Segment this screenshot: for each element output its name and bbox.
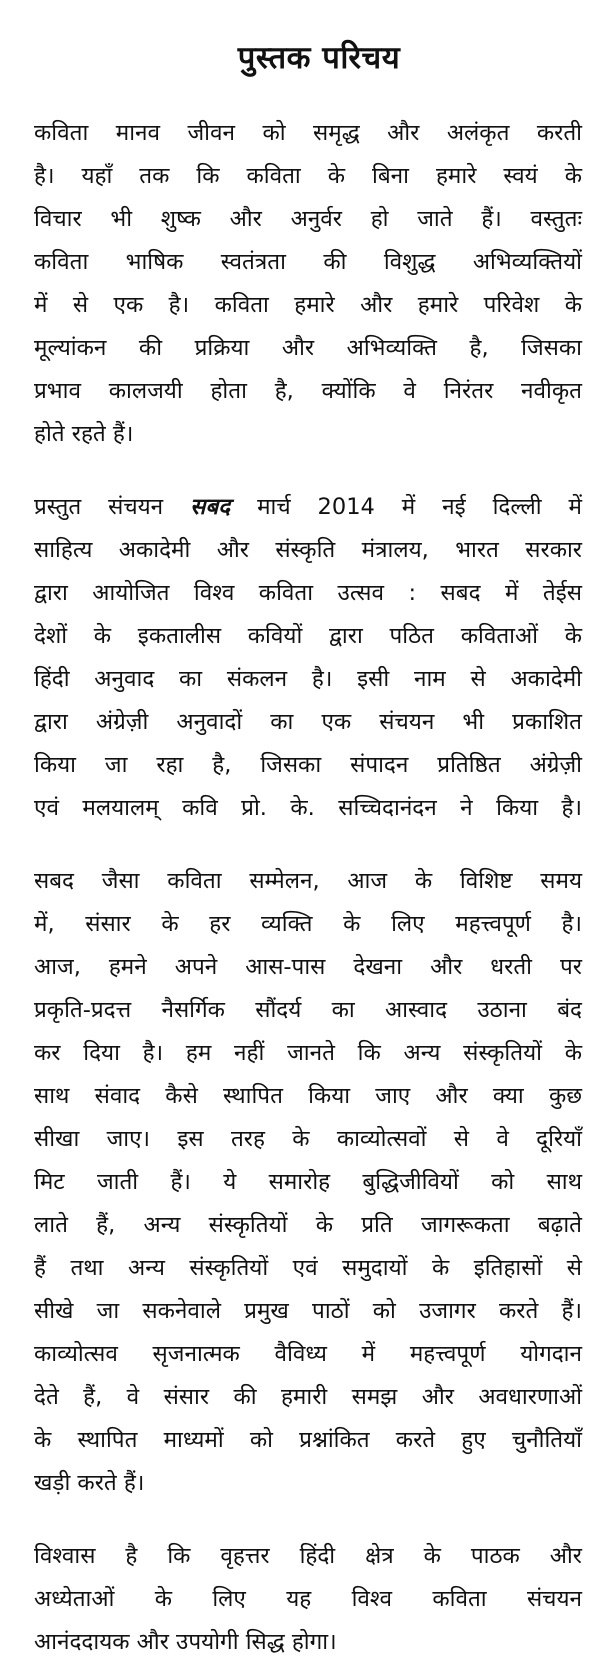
page-title: पुस्तक परिचय <box>237 40 401 76</box>
text-line: सबद जैसा कविता सम्मेलन, आज के विशिष्ट समय <box>34 868 582 894</box>
text-line: देशों के इकतालीस कवियों द्वारा पठित कविताओं के <box>34 623 582 649</box>
text-line: कर दिया है। हम नहीं जानते कि अन्य संस्कृतियों के <box>34 1040 582 1066</box>
paragraph-2 <box>34 486 582 830</box>
text-line: विश्वास है कि वृहत्तर हिंदी क्षेत्र के पाठक और <box>34 1543 582 1569</box>
text-segment: मार्च 2014 में नई दिल्ली में <box>257 494 582 520</box>
text-line: साहित्य अकादेमी और संस्कृति मंत्रालय, भारत सरकार <box>34 537 582 563</box>
text-line: प्रभाव कालजयी होता है, क्योंकि वे निरंतर नवीकृत <box>34 378 582 404</box>
text-line: द्वारा अंग्रेज़ी अनुवादों का एक संचयन भी प्रकाशित <box>34 709 582 735</box>
text-line: विचार भी शुष्क और अनुर्वर हो जाते हैं। वस्तुतः <box>34 206 582 232</box>
text-line: में, संसार के हर व्यक्ति के लिए महत्त्वपूर्ण है। <box>34 911 582 937</box>
text-line: हिंदी अनुवाद का संकलन है। इसी नाम से अकादेमी <box>34 666 582 692</box>
paragraph-3 <box>34 860 582 1505</box>
text-line: द्वारा आयोजित विश्व कविता उत्सव : सबद में तेईस <box>34 580 582 606</box>
text-line: कविता मानव जीवन को समृद्ध और अलंकृत करती <box>34 120 582 146</box>
text-line: कविता भाषिक स्वतंत्रता की विशुद्ध अभिव्यक्तियों <box>34 249 582 275</box>
text-line: देते हैं, वे संसार की हमारी समझ और अवधारणाओं <box>34 1384 582 1410</box>
text-line: होते रहते हैं। <box>34 421 134 447</box>
text-line: मूल्यांकन की प्रक्रिया और अभिव्यक्ति है, जिसका <box>34 335 582 361</box>
text-line: है। यहाँ तक कि कविता के बिना हमारे स्वयं के <box>34 163 582 189</box>
text-line: किया जा रहा है, जिसका संपादन प्रतिष्ठित अंग्रेज़ी <box>34 752 582 778</box>
text-line: प्रकृति-प्रदत्त नैसर्गिक सौंदर्य का आस्वाद उठाना बंद <box>34 997 582 1023</box>
emphasized-title: सबद <box>190 494 231 520</box>
text-line: आज, हमने अपने आस-पास देखना और धरती पर <box>34 954 582 980</box>
text-line: अध्येताओं के लिए यह विश्व कविता संचयन <box>34 1586 582 1612</box>
text-line: साथ संवाद कैसे स्थापित किया जाए और क्या कुछ <box>34 1083 582 1109</box>
text-line: मिट जाती हैं। ये समारोह बुद्धिजीवियों को साथ <box>34 1169 582 1195</box>
text-line: हैं तथा अन्य संस्कृतियों एवं समुदायों के इतिहासों से <box>34 1255 582 1281</box>
text-line: के स्थापित माध्यमों को प्रश्नांकित करते हुए चुनौतियाँ <box>34 1427 582 1453</box>
text-line: लाते हैं, अन्य संस्कृतियों के प्रति जागरूकता बढ़ाते <box>34 1212 582 1238</box>
text-line: खड़ी करते हैं। <box>34 1470 145 1496</box>
text-line: काव्योत्सव सृजनात्मक वैविध्य में महत्त्वपूर्ण योगदान <box>34 1341 582 1367</box>
text-line: सीखे जा सकनेवाले प्रमुख पाठों को उजागर करते हैं। <box>34 1298 582 1324</box>
text-line <box>34 486 582 529</box>
text-segment: प्रस्तुत संचयन <box>34 494 164 520</box>
text-line: सीखा जाए। इस तरह के काव्योत्सवों से वे दूरियाँ <box>34 1126 582 1152</box>
text-line: आनंददायक और उपयोगी सिद्ध होगा। <box>34 1629 337 1655</box>
paragraph-4 <box>34 1535 582 1664</box>
text-line: एवं मलयालम् कवि प्रो. के. सच्चिदानंदन ने किया है। <box>34 795 582 821</box>
paragraph-1 <box>34 112 582 456</box>
text-line: में से एक है। कविता हमारे और हमारे परिवेश के <box>34 292 582 318</box>
